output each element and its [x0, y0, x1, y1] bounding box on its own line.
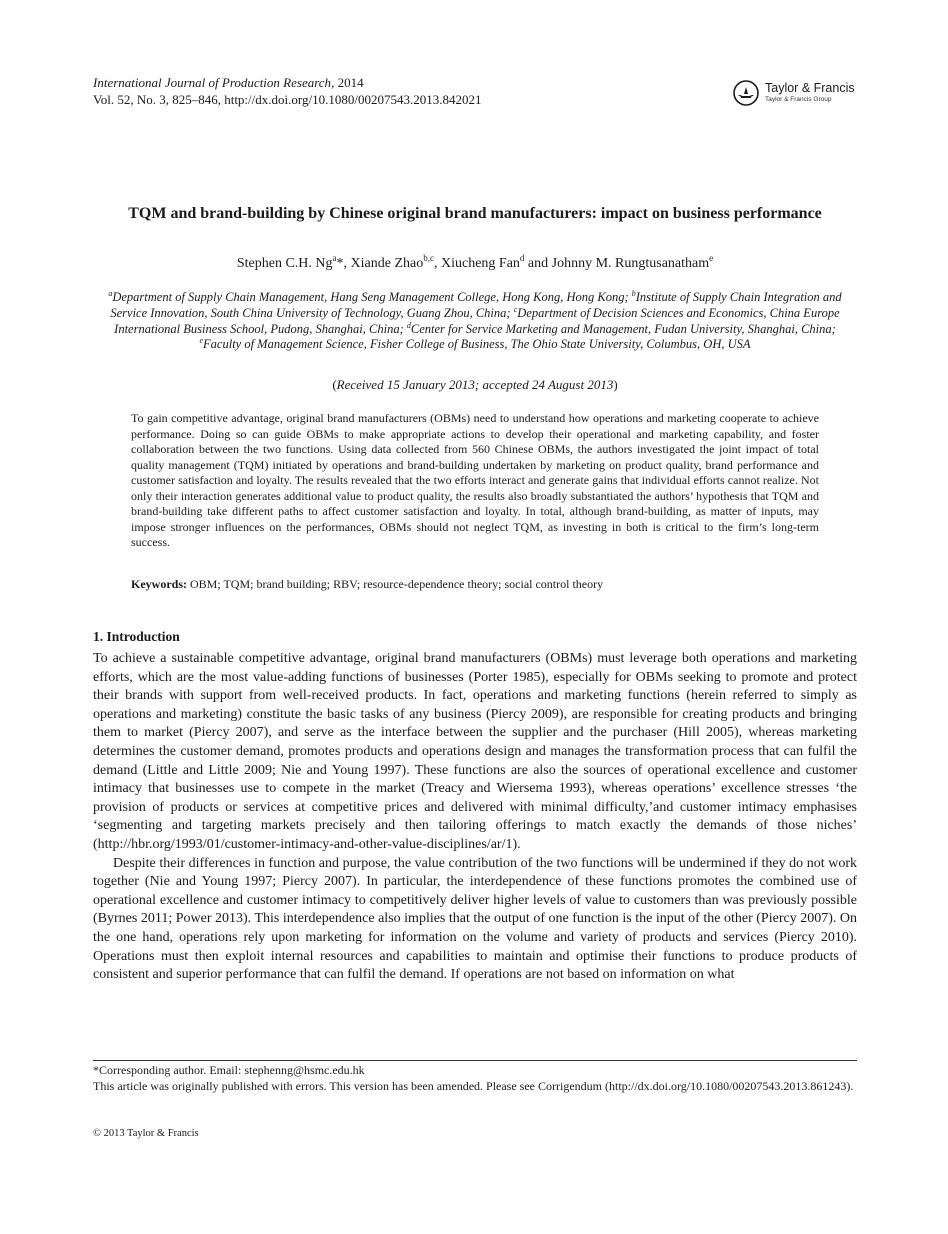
received-text: Received 15 January 2013; accepted 24 August 2013: [336, 377, 614, 392]
keywords-label: Keywords:: [131, 577, 187, 591]
article-title: TQM and brand-building by Chinese original brand manufacturers: impact on business performance: [128, 205, 822, 222]
author-affiliation-mark: a: [332, 253, 337, 263]
affiliation-mark: b: [631, 289, 636, 298]
publisher-name: Taylor & Francis: [765, 81, 855, 95]
journal-header: [93, 74, 481, 108]
author-name: Johnny M. Rungtusanatham: [551, 256, 710, 271]
author-list: [93, 255, 857, 273]
keywords-list: OBM; TQM; brand building; RBV; resource-dependence theory; social control theory: [190, 577, 604, 591]
affiliation-mark: c: [513, 304, 518, 314]
abstract: To gain competitive advantage, original brand manufacturers (OBMs) need to understand how operations and marketing cooperate to achieve performance. Doing so can guide OBMs to make appropriate actions to develop their operational and marketing capability, and foster collaboration between the two functions. Using data collected from 560 Chinese OBMs, the authors investigated the joint impact of total quality management (TQM) initiated by operations and brand-building undertaken by marketing on product quality, brand performance and customer satisfaction and loyalty. The results revealed that the two efforts interact and generate gains that individual efforts cannot realize. Not only their interaction generates additional value to product quality, the results also broadly substantiated the authors’ hypothesis that TQM and brand-building take different paths to affect customer satisfaction and loyalty. In total, although brand-building, as matter of inputs, may impose stronger influences on the performances, OBMs should not neglect TQM, as investing in both is critical to the firm’s long-term success.: [131, 411, 819, 550]
publisher-logo: [733, 78, 857, 108]
paragraph: Despite their differences in function and purpose, the value contribution of the two functions will be undermined if they do not work together (Nie and Young 1997; Piercy 2007). In particular, the interdependence of these functions promotes the combined use of operational excellence and customer intimacy to competitively deliver higher levels of value to customers than was previously possible (Byrnes 2011; Power 2013). This interdependence also implies that the output of one function is the input of the other (Piercy 2007). On the one hand, operations rely upon marketing for information on the volume and variety of products and services (Piercy 2010). Operations must then exploit internal resources and capabilities to maintain and optimise their functions to produce products of consistent and superior performance that can fulfil the demand. If operations are not based on information on what: [93, 855, 857, 983]
author-name: Xiande Zhao: [350, 256, 424, 271]
affiliation-mark: e: [199, 336, 204, 346]
author-affiliation-mark: e: [709, 253, 714, 263]
author-affiliation-mark: d: [519, 253, 525, 263]
author-name: Stephen C.H. Ng: [236, 256, 333, 271]
author-separator: ,: [343, 256, 351, 271]
affiliation-text: Center for Service Marketing and Management, Fudan University, Shanghai, China;: [410, 321, 836, 336]
keywords: [131, 577, 819, 593]
copyright-notice: © 2013 Taylor & Francis: [93, 1128, 199, 1139]
section-heading: 1. Introduction: [93, 629, 180, 644]
affiliation-text: Department of Decision Sciences and Economics, China Europe International Business School, Pudong, Shanghai, China;: [114, 305, 840, 336]
paragraph: To achieve a sustainable competitive advantage, original brand manufacturers (OBMs) must leverage both operations and marketing efforts, which are the most value-adding functions of businesses (Porter 1985), especially for OBMs seeking to promote and protect their brands with support from well-received products. In fact, operations and marketing functions (herein referred to simply as operations and marketing) constitute the basic tasks of any business (Piercy 2009), are responsible for creating products and bringing them to market (Piercy 2007), and serve as the interface between the supplier and the purchaser (Hill 2005), whereas marketing determines the customer demand, promotes products and operations design and manages the transformation process that can fulfil the demand (Little and Little 2009; Nie and Young 1997). These functions are also the sources of operational excellence and customer intimacy that businesses use to compete in the market (Treacy and Wiersema 1993), whereas operations’ excellence stresses ‘the provision of products or services at competitive prices and delivered with minimal difficulty,’and customer intimacy emphasises ‘segmenting and targeting markets precisely and then tailoring offerings to match exactly the demands of those niches’ (http://hbr.org/1993/01/customer-intimacy-and-other-value-disciplines/ar/1).: [93, 651, 857, 852]
journal-name: International Journal of Production Research: [93, 75, 332, 90]
author-affiliation-mark: b,c: [423, 253, 434, 263]
affiliation-mark: a: [108, 289, 113, 298]
journal-year: , 2014: [331, 75, 364, 90]
author-name: Xiucheng Fan: [440, 256, 520, 271]
author-separator: ,: [433, 256, 441, 271]
affiliation-text: Institute of Supply Chain Integration and Service Innovation, South China University of Technology, Guang Zhou, China;: [110, 290, 842, 320]
affiliation-mark: d: [406, 320, 411, 330]
lamp-emblem-icon: [733, 80, 759, 106]
corresponding-author-note: *Corresponding author. Email: stephenng@hsmc.edu.hk: [93, 1063, 365, 1077]
body-text: [93, 650, 857, 985]
article-page: [93, 0, 857, 1234]
received-dates: (Received 15 January 2013; accepted 24 August 2013): [332, 377, 618, 392]
volume-doi-line[interactable]: Vol. 52, No. 3, 825–846, http://dx.doi.org/10.1080/00207543.2013.842021: [93, 92, 482, 107]
author-separator: and: [524, 256, 552, 271]
corresponding-mark: *: [336, 256, 344, 271]
affiliation-text: Department of Supply Chain Management, Hang Seng Management College, Hong Kong, Hong Kong;: [112, 290, 632, 304]
affiliations: [93, 290, 857, 353]
publisher-group: Taylor & Francis Group: [765, 96, 832, 103]
erratum-note: This article was originally published with errors. This version has been amended. Please see Corrigendum (http://dx.doi.org/10.1080/00207543.2013.861243).: [93, 1078, 854, 1093]
footnote-divider: [93, 1060, 857, 1061]
affiliation-text: Faculty of Management Science, Fisher College of Business, The Ohio State University, Columbus, OH, USA: [203, 337, 751, 352]
footnotes: [93, 1063, 857, 1094]
